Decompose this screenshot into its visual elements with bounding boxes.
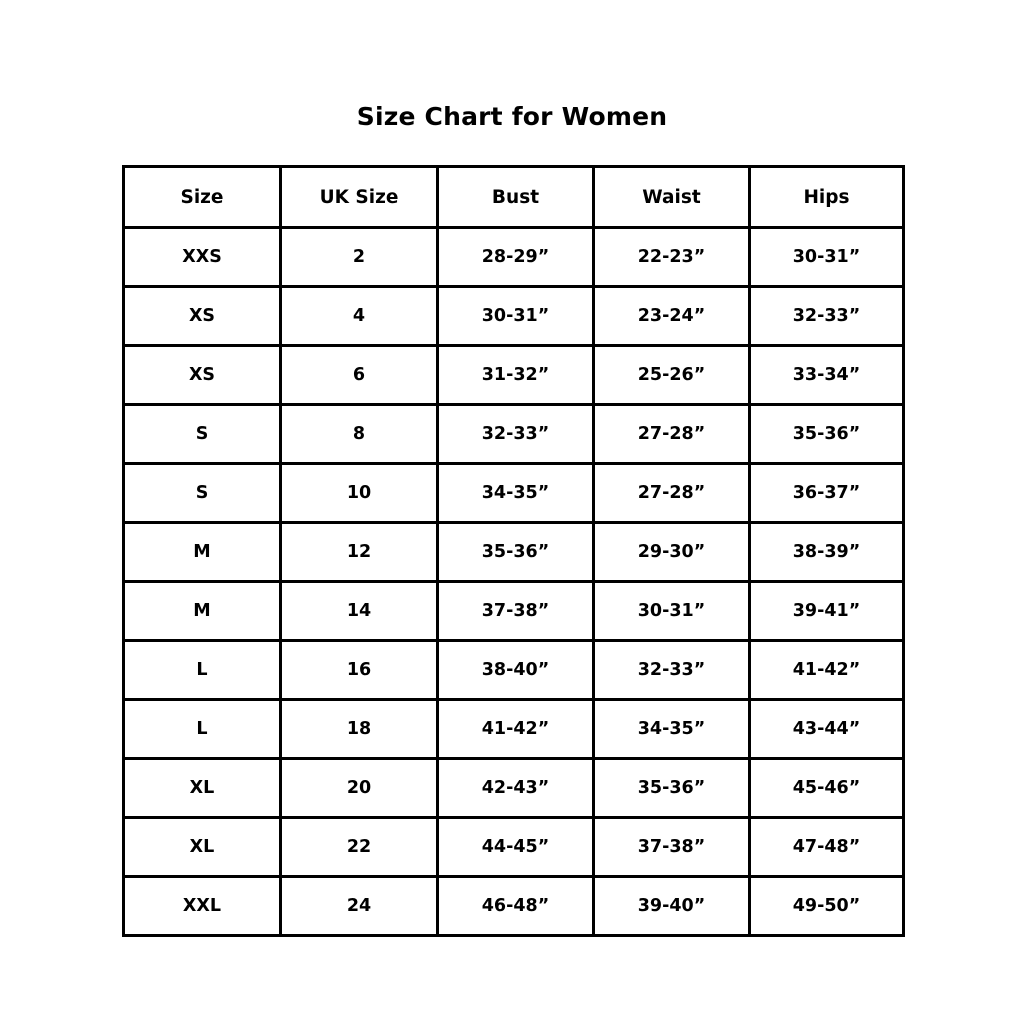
table-row xyxy=(124,464,904,523)
cell-uk-size: 18 xyxy=(281,700,438,759)
column-header-uk-size: UK Size xyxy=(281,167,438,228)
cell-uk-size: 24 xyxy=(281,877,438,936)
cell-hips: 41-42” xyxy=(750,641,904,700)
cell-waist: 29-30” xyxy=(594,523,750,582)
cell-bust: 35-36” xyxy=(438,523,594,582)
cell-bust: 37-38” xyxy=(438,582,594,641)
cell-waist: 23-24” xyxy=(594,287,750,346)
cell-uk-size: 14 xyxy=(281,582,438,641)
cell-hips: 36-37” xyxy=(750,464,904,523)
page-title: Size Chart for Women xyxy=(356,102,668,131)
cell-bust: 42-43” xyxy=(438,759,594,818)
cell-waist: 34-35” xyxy=(594,700,750,759)
table-row xyxy=(124,346,904,405)
cell-hips: 43-44” xyxy=(750,700,904,759)
size-chart-table-wrap xyxy=(122,165,902,937)
cell-uk-size: 20 xyxy=(281,759,438,818)
cell-hips: 47-48” xyxy=(750,818,904,877)
cell-hips: 33-34” xyxy=(750,346,904,405)
cell-waist: 35-36” xyxy=(594,759,750,818)
cell-size: S xyxy=(124,464,281,523)
cell-hips: 45-46” xyxy=(750,759,904,818)
cell-size: XXL xyxy=(124,877,281,936)
cell-bust: 31-32” xyxy=(438,346,594,405)
cell-waist: 27-28” xyxy=(594,405,750,464)
cell-size: XS xyxy=(124,287,281,346)
cell-waist: 25-26” xyxy=(594,346,750,405)
table-header-row xyxy=(124,167,904,228)
table-row xyxy=(124,818,904,877)
cell-hips: 39-41” xyxy=(750,582,904,641)
cell-uk-size: 6 xyxy=(281,346,438,405)
cell-uk-size: 2 xyxy=(281,228,438,287)
table-row xyxy=(124,582,904,641)
cell-hips: 30-31” xyxy=(750,228,904,287)
cell-bust: 41-42” xyxy=(438,700,594,759)
cell-size: L xyxy=(124,641,281,700)
table-row xyxy=(124,641,904,700)
cell-size: XXS xyxy=(124,228,281,287)
table-row xyxy=(124,523,904,582)
cell-uk-size: 4 xyxy=(281,287,438,346)
column-header-waist: Waist xyxy=(594,167,750,228)
cell-uk-size: 12 xyxy=(281,523,438,582)
cell-waist: 37-38” xyxy=(594,818,750,877)
cell-waist: 22-23” xyxy=(594,228,750,287)
column-header-size: Size xyxy=(124,167,281,228)
cell-bust: 38-40” xyxy=(438,641,594,700)
cell-size: XL xyxy=(124,759,281,818)
column-header-hips: Hips xyxy=(750,167,904,228)
cell-hips: 35-36” xyxy=(750,405,904,464)
cell-waist: 39-40” xyxy=(594,877,750,936)
cell-bust: 30-31” xyxy=(438,287,594,346)
cell-hips: 49-50” xyxy=(750,877,904,936)
cell-hips: 32-33” xyxy=(750,287,904,346)
table-row xyxy=(124,877,904,936)
cell-bust: 32-33” xyxy=(438,405,594,464)
cell-size: XL xyxy=(124,818,281,877)
cell-uk-size: 22 xyxy=(281,818,438,877)
cell-hips: 38-39” xyxy=(750,523,904,582)
table-row xyxy=(124,700,904,759)
table-row xyxy=(124,405,904,464)
cell-size: M xyxy=(124,582,281,641)
cell-waist: 32-33” xyxy=(594,641,750,700)
cell-size: S xyxy=(124,405,281,464)
cell-bust: 44-45” xyxy=(438,818,594,877)
cell-size: L xyxy=(124,700,281,759)
cell-bust: 28-29” xyxy=(438,228,594,287)
cell-uk-size: 10 xyxy=(281,464,438,523)
table-row xyxy=(124,759,904,818)
cell-waist: 27-28” xyxy=(594,464,750,523)
cell-size: M xyxy=(124,523,281,582)
cell-uk-size: 8 xyxy=(281,405,438,464)
table-row xyxy=(124,287,904,346)
size-chart-table xyxy=(122,165,905,937)
cell-bust: 46-48” xyxy=(438,877,594,936)
cell-uk-size: 16 xyxy=(281,641,438,700)
cell-size: XS xyxy=(124,346,281,405)
cell-waist: 30-31” xyxy=(594,582,750,641)
column-header-bust: Bust xyxy=(438,167,594,228)
table-row xyxy=(124,228,904,287)
cell-bust: 34-35” xyxy=(438,464,594,523)
